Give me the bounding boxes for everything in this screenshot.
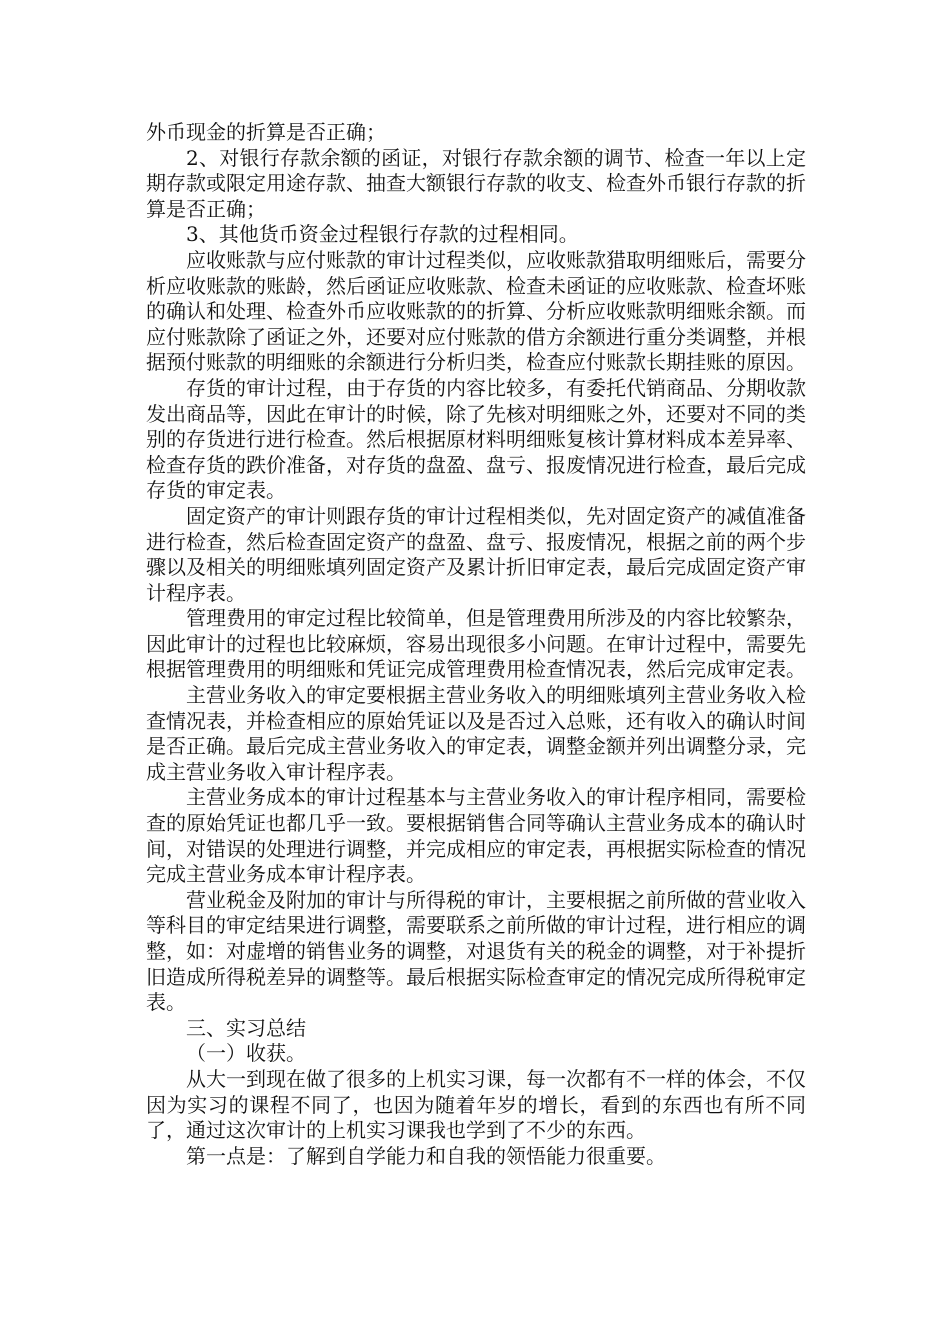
paragraph-first-point: 第一点是：了解到自学能力和自我的领悟能力很重要。 — [186, 1143, 666, 1168]
document-body — [146, 120, 806, 1169]
paragraph-admin-expenses: 管理费用的审定过程比较简单，但是管理费用所涉及的内容比较繁杂，因此审计的过程也比较麻烦，容易出现很多小问题。在审计过程中，需要先根据管理费用的明细账和凭证完成管理费用检查情况表，然后完成审定表。 — [146, 606, 806, 682]
section-heading-summary: 三、实习总结 — [186, 1015, 306, 1040]
paragraph-inventory: 存货的审计过程，由于存货的内容比较多，有委托代销商品、分期收款发出商品等，因此在审计的时候，除了先核对明细账之外，还要对不同的类别的存货进行进行检查。然后根据原材料明细账复核计算材料成本差异率、检查存货的跌价准备，对存货的盘盈、盘亏、报废情况进行检查，最后完成存货的审定表。 — [146, 375, 806, 503]
paragraph-fixed-assets: 固定资产的审计则跟存货的审计过程相类似，先对固定资产的减值准备进行检查，然后检查固定资产的盘盈、盘亏、报废情况，根据之前的两个步骤以及相关的明细账填列固定资产及累计折旧审定表，最后完成固定资产审计程序表。 — [146, 503, 806, 605]
paragraph-receivables-payables: 应收账款与应付账款的审计过程类似，应收账款猎取明细账后，需要分析应收账款的账龄，然后函证应收账款、检查未函证的应收账款、检查坏账的确认和处理、检查外币应收账款的的折算、分析应收账款明细账余额。而应付账款除了函证之外，还要对应付账款的借方余额进行重分类调整，并根据预付账款的明细账的余额进行分析归类，检查应付账款长期挂账的原因。 — [146, 247, 806, 375]
subsection-heading-gains: （一）收获。 — [186, 1041, 306, 1066]
paragraph-taxes: 营业税金及附加的审计与所得税的审计，主要根据之前所做的营业收入等科目的审定结果进行调整，需要联系之前所做的审计过程，进行相应的调整，如：对虚增的销售业务的调整，对退货有关的税金的调整，对于补提折旧造成所得税差异的调整等。最后根据实际检查审定的情况完成所得税审定表。 — [146, 887, 806, 1015]
paragraph-main-cost: 主营业务成本的审计过程基本与主营业务收入的审计程序相同，需要检查的原始凭证也都几乎一致。要根据销售合同等确认主营业务成本的确认时间，对错误的处理进行调整，并完成相应的审定表，再根据实际检查的情况完成主营业务成本审计程序表。 — [146, 785, 806, 887]
paragraph-main-revenue: 主营业务收入的审定要根据主营业务收入的明细账填列主营业务收入检查情况表，并检查相应的原始凭证以及是否过入总账，还有收入的确认时间是否正确。最后完成主营业务收入的审定表，调整金额并列出调整分录，完成主营业务收入审计程序表。 — [146, 683, 806, 784]
paragraph-bank-deposit: 2、对银行存款余额的函证，对银行存款余额的调节、检查一年以上定期存款或限定用途存款、抽查大额银行存款的收支、检查外币银行存款的折算是否正确； — [146, 145, 806, 221]
paragraph-experience: 从大一到现在做了很多的上机实习课，每一次都有不一样的体会，不仅因为实习的课程不同了，也因为随着年岁的增长，看到的东西也有所不同了，通过这次审计的上机实习课我也学到了不少的东西。 — [146, 1066, 806, 1143]
paragraph-other-funds: 3、其他货币资金过程银行存款的过程相同。 — [186, 222, 579, 247]
paragraph-foreign-cash: 外币现金的折算是否正确； — [146, 120, 386, 144]
